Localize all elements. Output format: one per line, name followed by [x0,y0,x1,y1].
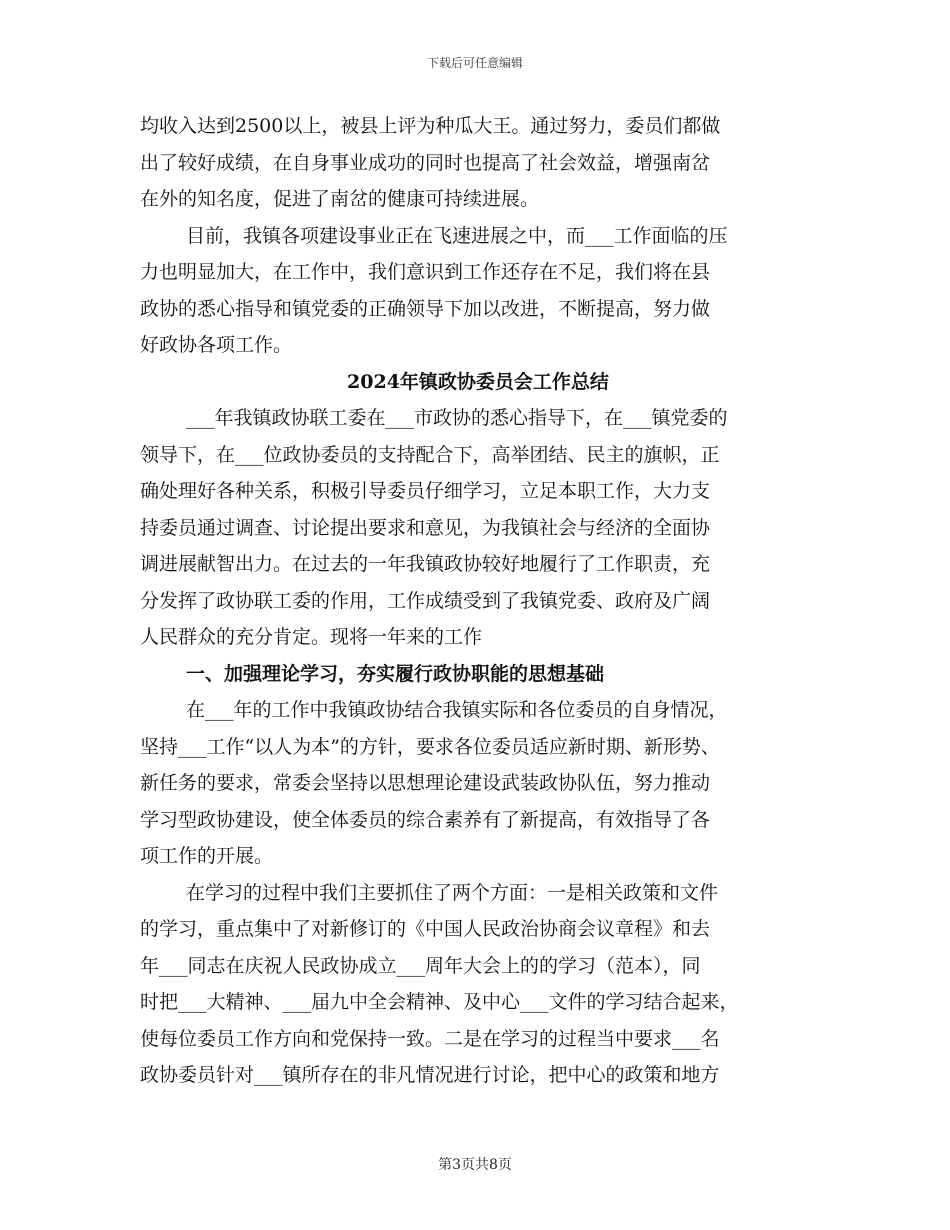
body-line: 领导下，在___位政协委员的支持配合下，高举团结、民主的旗帜，正 [140,443,720,466]
body-line: 调进展献智出力。在过去的一年我镇政协较好地履行了工作职责，充 [140,553,711,575]
body-line: 学习型政协建设，使全体委员的综合素养有了新提高，有效指导了各 [140,808,711,831]
body-line: 在___年的工作中我镇政协结合我镇实际和各位委员的自身情况， [186,699,728,721]
body-line: 持委员通过调查、讨论提出要求和意见，为我镇社会与经济的全面协 [140,516,711,539]
body-line: 政协的悉心指导和镇党委的正确领导下加以改进，不断提高，努力做 [140,297,711,320]
body-line: 力也明显加大，在工作中，我们意识到工作还存在不足，我们将在县 [140,261,711,283]
body-line: 时把___大精神、___届九中全会精神、及中心___文件的学习结合起来， [140,991,739,1013]
body-line: 使每位委员工作方向和党保持一致。二是在学习的过程当中要求___名 [140,1027,720,1050]
document-body [140,108,816,1094]
body-line: 分发挥了政协联工委的作用，工作成绩受到了我镇党委、政府及广阔 [140,589,711,612]
body-line: 均收入达到2500以上，被县上评为种瓜大王。通过努力，委员们都做 [140,115,721,137]
page-header-note: 下载后可任意编辑 [426,56,523,70]
body-line: 好政协各项工作。 [140,334,293,356]
body-line: 确处理好各种关系，积极引导委员仔细学习，立足本职工作，大力支 [140,480,711,502]
page-number: 第3页共8页 [438,1157,512,1173]
section-heading: 一、加强理论学习，夯实履行政协职能的思想基础 [186,662,605,685]
body-line: 新任务的要求，常委会坚持以思想理论建设武装政协队伍，努力推动 [140,772,711,794]
body-line: 出了较好成绩，在自身事业成功的同时也提高了社会效益，增强南岔 [140,151,711,174]
body-line: ___年我镇政协联工委在___市政协的悉心指导下，在___镇党委的 [186,407,728,429]
body-line: 在学习的过程中我们主要抓住了两个方面：一是相关政策和文件 [186,881,719,904]
body-line: 在外的知名度，促进了南岔的健康可持续进展。 [140,188,540,210]
body-line: 坚持___工作“以人为本”的方针，要求各位委员适应新时期、新形势、 [140,735,720,758]
body-line: 目前，我镇各项建设事业正在飞速进展之中，而___工作面临的压 [186,224,728,247]
document-title: 2024年镇政协委员会工作总结 [347,370,609,393]
body-line: 人民群众的充分肯定。现将一年来的工作 [140,626,483,648]
body-line: 的学习，重点集中了对新修订的《中国人民政治协商会议章程》和去 [140,918,711,940]
body-line: 政协委员针对___镇所存在的非凡情况进行讨论，把中心的政策和地方 [140,1064,720,1086]
body-line: 年___同志在庆祝人民政协成立___周年大会上的的学习（范本），同 [140,954,701,977]
body-line: 项工作的开展。 [140,845,274,867]
